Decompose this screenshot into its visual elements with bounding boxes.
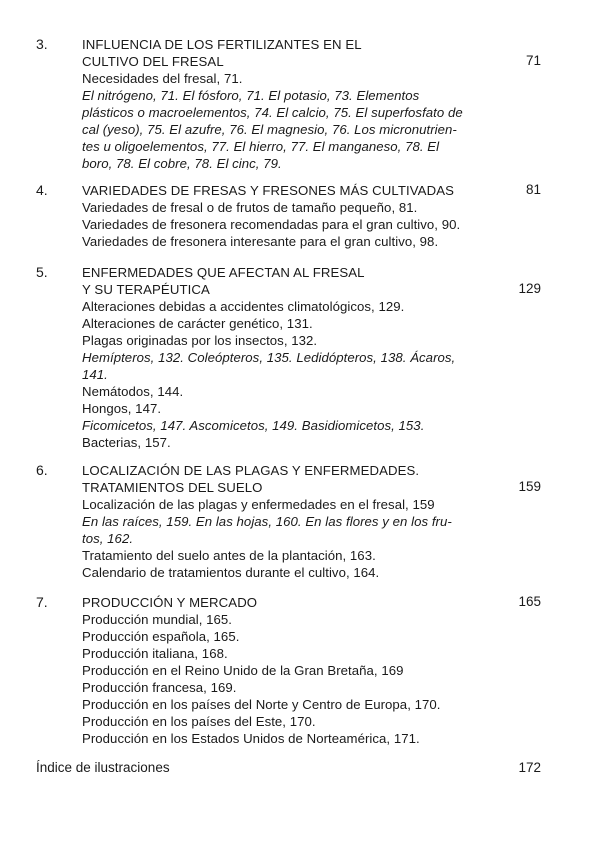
chapter-entries — [82, 70, 502, 172]
toc-entry: Hongos, 147. — [82, 401, 162, 416]
chapter-entries — [82, 199, 502, 250]
toc-entry: plásticos o macroelementos, 74. El calcio, 75. El superfosfato de — [82, 105, 463, 120]
chapter-entries — [82, 496, 502, 581]
chapter-page-number: 165 — [518, 594, 541, 609]
chapter-title-line: VARIEDADES DE FRESAS Y FRESONES MÁS CULTIVADAS — [82, 183, 454, 198]
chapter-number: 3. — [36, 36, 48, 52]
toc-entry: Alteraciones de carácter genético, 131. — [82, 316, 313, 331]
chapter-title-line: TRATAMIENTOS DEL SUELO — [82, 480, 263, 495]
toc-entry: En las raíces, 159. En las hojas, 160. En las flores y en los fru- — [82, 514, 452, 529]
chapter-entries — [82, 298, 502, 451]
chapter-page-number: 71 — [525, 53, 541, 68]
toc-entry: Producción en los países del Este, 170. — [82, 714, 316, 729]
chapter-number: 4. — [36, 182, 48, 198]
toc-entry: Producción española, 165. — [82, 629, 240, 644]
toc-entry: Producción italiana, 168. — [82, 646, 228, 661]
chapter-number: 6. — [36, 462, 48, 478]
index-illustrations-label: Índice de ilustraciones — [36, 760, 170, 775]
toc-entry: Nemátodos, 144. — [82, 384, 184, 399]
chapter-page-number: 129 — [518, 281, 541, 296]
chapter-page-number: 159 — [518, 479, 541, 494]
chapter-number: 7. — [36, 594, 48, 610]
toc-entry: Producción mundial, 165. — [82, 612, 233, 627]
toc-entry: Alteraciones debidas a accidentes climatológicos, 129. — [82, 299, 405, 314]
chapter-title — [82, 462, 482, 496]
chapter-title — [82, 36, 482, 70]
toc-entry: Necesidades del fresal, 71. — [82, 71, 243, 86]
toc-entry: El nitrógeno, 71. El fósforo, 71. El potasio, 73. Elementos — [82, 88, 420, 103]
toc-entry: Variedades de fresonera recomendadas para el gran cultivo, 90. — [82, 217, 461, 232]
toc-entry: Variedades de fresal o de frutos de tamaño pequeño, 81. — [82, 200, 418, 215]
chapter-title-line: CULTIVO DEL FRESAL — [82, 54, 224, 69]
chapter-title — [82, 182, 482, 199]
toc-entry: Tratamiento del suelo antes de la plantación, 163. — [82, 548, 376, 563]
chapter-title-line: INFLUENCIA DE LOS FERTILIZANTES EN EL — [82, 37, 362, 52]
toc-entry: tos, 162. — [82, 531, 134, 546]
chapter-entries — [82, 611, 502, 747]
toc-entry: cal (yeso), 75. El azufre, 76. El magnesio, 76. Los micronutrien- — [82, 122, 457, 137]
index-illustrations-page: 172 — [518, 760, 541, 775]
toc-entry: Calendario de tratamientos durante el cultivo, 164. — [82, 565, 380, 580]
toc-entry: 141. — [82, 367, 108, 382]
toc-entry: tes u oligoelementos, 77. El hierro, 77. El manganeso, 78. El — [82, 139, 440, 154]
toc-entry: Localización de las plagas y enfermedades en el fresal, 159 — [82, 497, 435, 512]
toc-entry: Producción en los Estados Unidos de Norteamérica, 171. — [82, 731, 420, 746]
toc-entry: Producción en los países del Norte y Centro de Europa, 170. — [82, 697, 441, 712]
toc-entry: Bacterias, 157. — [82, 435, 171, 450]
chapter-page-number: 81 — [525, 182, 541, 197]
chapter-title — [82, 594, 482, 611]
chapter-title-line: Y SU TERAPÉUTICA — [82, 282, 210, 297]
toc-entry: Hemípteros, 132. Coleópteros, 135. Ledidópteros, 138. Ácaros, — [82, 350, 456, 365]
toc-entry: Ficomicetos, 147. Ascomicetos, 149. Basidiomicetos, 153. — [82, 418, 425, 433]
toc-entry: Plagas originadas por los insectos, 132. — [82, 333, 318, 348]
toc-entry: Producción en el Reino Unido de la Gran Bretaña, 169 — [82, 663, 404, 678]
chapter-number: 5. — [36, 264, 48, 280]
chapter-title — [82, 264, 482, 298]
chapter-title-line: PRODUCCIÓN Y MERCADO — [82, 595, 258, 610]
chapter-title-line: ENFERMEDADES QUE AFECTAN AL FRESAL — [82, 265, 365, 280]
toc-entry: boro, 78. El cobre, 78. El cinc, 79. — [82, 156, 282, 171]
chapter-title-line: LOCALIZACIÓN DE LAS PLAGAS Y ENFERMEDADES. — [82, 463, 420, 478]
toc-entry: Producción francesa, 169. — [82, 680, 237, 695]
toc-entry: Variedades de fresonera interesante para el gran cultivo, 98. — [82, 234, 439, 249]
